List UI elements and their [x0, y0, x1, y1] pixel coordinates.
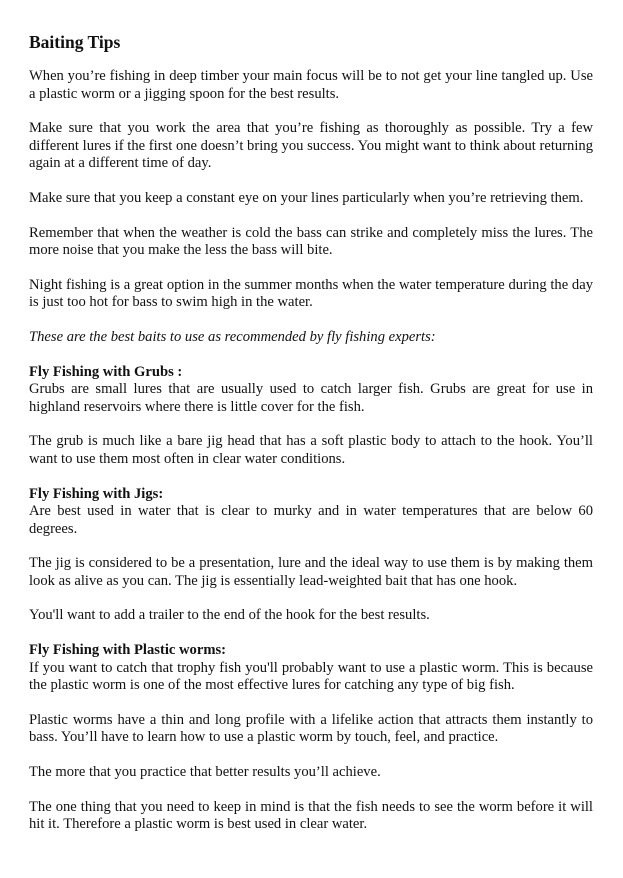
section-text: If you want to catch that trophy fish you'll probably want to use a plastic worm. This is because the plastic worm is one of the most effective lures for catching any type of big fish. [29, 659, 593, 694]
paragraph: The one thing that you need to keep in mind is that the fish needs to see the worm before it will hit it. Therefore a plastic worm is best used in clear water. [29, 798, 593, 833]
paragraph: Night fishing is a great option in the summer months when the water temperature during the day is just too hot for bass to swim high in the water. [29, 276, 593, 311]
section-grubs [29, 364, 593, 417]
paragraph: Make sure that you work the area that you’re fishing as thoroughly as possible. Try a few different lures if the first one doesn’t bring you success. You might want to think about returning again at a different time of day. [29, 120, 593, 172]
paragraph: Remember that when the weather is cold the bass can strike and completely miss the lures. The more noise that you make the less the bass will bite. [29, 224, 593, 259]
paragraph: The jig is considered to be a presentation, lure and the ideal way to use them is by making them look as alive as you can. The jig is essentially lead-weighted bait that has one hook. [29, 555, 593, 589]
page-title: Baiting Tips [29, 32, 121, 52]
intro-italic-paragraph: These are the best baits to use as recommended by fly fishing experts: [29, 328, 436, 345]
paragraph: The more that you practice that better results you’ll achieve. [29, 764, 381, 781]
paragraph: You'll want to add a trailer to the end of the hook for the best results. [29, 607, 430, 624]
section-heading: Fly Fishing with Jigs: [29, 485, 164, 502]
paragraph: When you’re fishing in deep timber your main focus will be to not get your line tangled up. Use a plastic worm or a jigging spoon for the best results. [29, 68, 593, 102]
paragraph: The grub is much like a bare jig head that has a soft plastic body to attach to the hook. You’ll want to use them most often in clear water conditions. [29, 433, 593, 467]
section-text: Grubs are small lures that are usually used to catch larger fish. Grubs are great for use in highland reservoirs where there is little cover for the fish. [29, 381, 593, 415]
section-heading: Fly Fishing with Grubs : [29, 363, 183, 380]
section-jigs [29, 486, 593, 539]
paragraph: Make sure that you keep a constant eye on your lines particularly when you’re retrieving them. [29, 189, 584, 206]
paragraph: Plastic worms have a thin and long profile with a lifelike action that attracts them instantly to bass. You’ll have to learn how to use a plastic worm by touch, feel, and practice. [29, 711, 593, 746]
section-text: Are best used in water that is clear to murky and in water temperatures that are below 60 degrees. [29, 503, 593, 537]
section-heading: Fly Fishing with Plastic worms: [29, 642, 227, 659]
section-plastic-worms [29, 642, 593, 695]
